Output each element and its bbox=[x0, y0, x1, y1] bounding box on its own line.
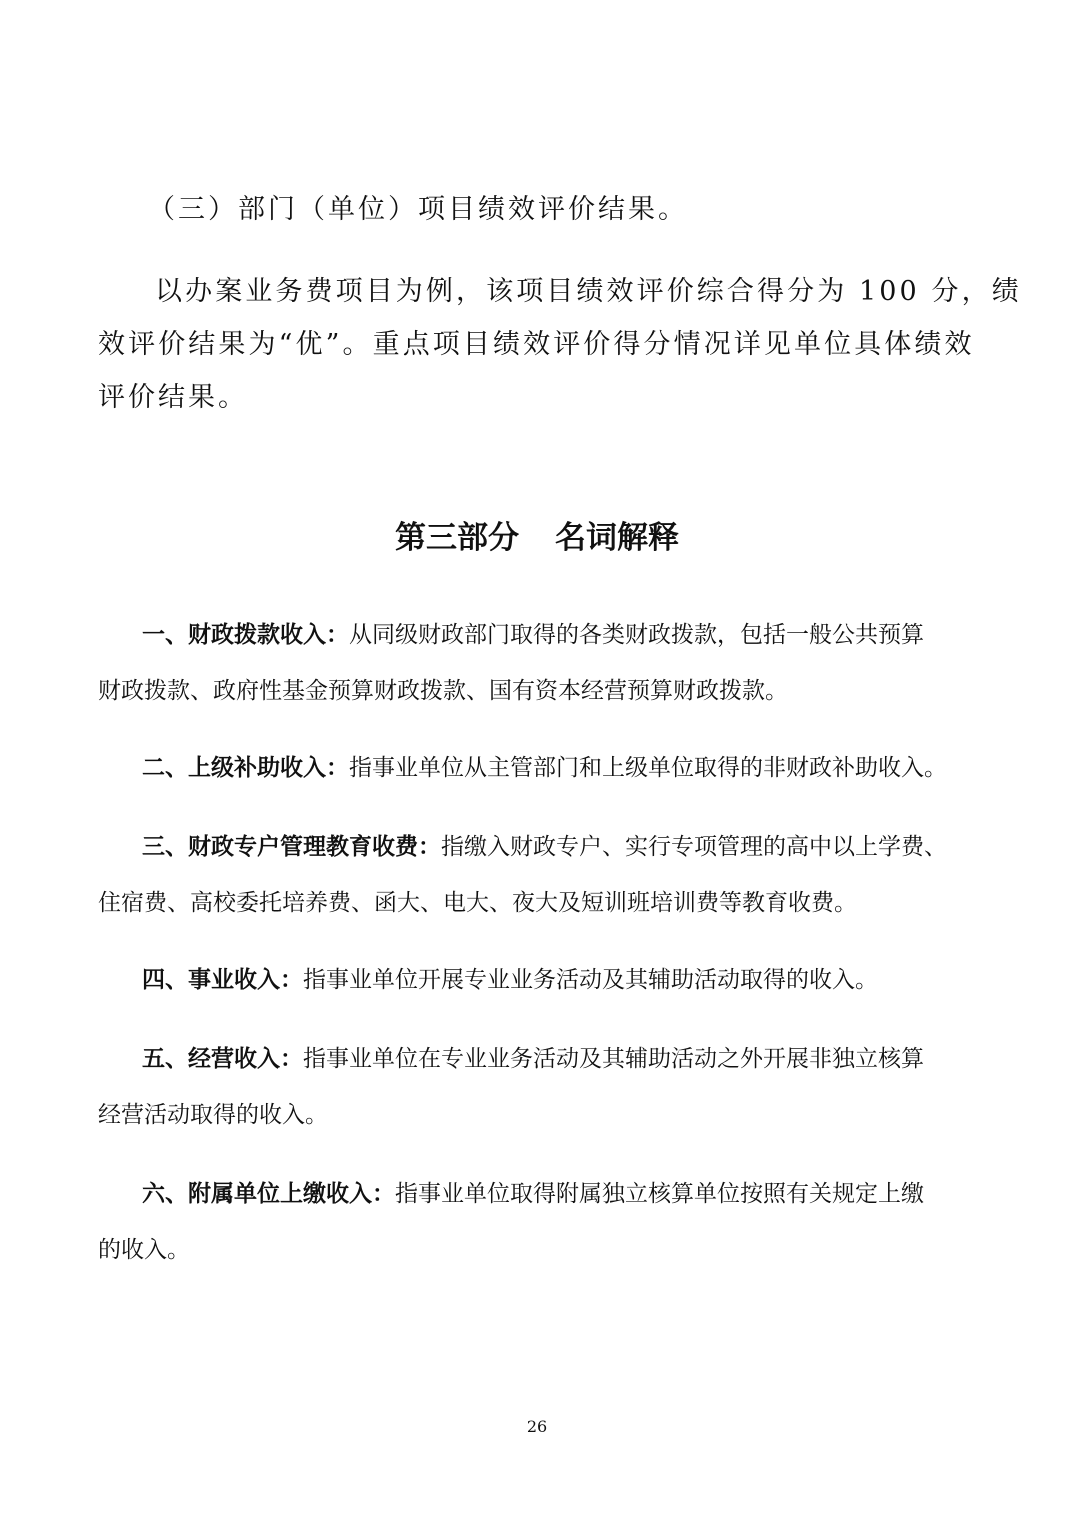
definition-item bbox=[142, 1176, 924, 1212]
definition-text: 指事业单位取得附属独立核算单位按照有关规定上缴 bbox=[395, 1181, 924, 1207]
definition-term: 三、财政专户管理教育收费： bbox=[142, 833, 441, 860]
definition-text: 住宿费、高校委托培养费、函大、电大、夜大及短训班培训费等教育收费。 bbox=[98, 890, 857, 916]
page-number: 26 bbox=[526, 1417, 548, 1436]
definition-term: 二、上级补助收入： bbox=[142, 754, 349, 781]
definition-text: 财政拨款、政府性基金预算财政拨款、国有资本经营预算财政拨款。 bbox=[98, 678, 788, 704]
definition-term: 一、财政拨款收入： bbox=[142, 621, 349, 648]
paragraph-line: 效评价结果为“优”。重点项目绩效评价得分情况详见单位具体绩效 bbox=[98, 329, 975, 360]
part-title-text: 名词解释 bbox=[555, 520, 679, 556]
definition-item bbox=[142, 962, 878, 998]
definition-item bbox=[142, 829, 947, 865]
definition-item bbox=[142, 1041, 924, 1077]
definition-text: 指事业单位从主管部门和上级单位取得的非财政补助收入。 bbox=[349, 755, 947, 781]
part-title-number: 第三部分 bbox=[395, 520, 519, 556]
definition-item bbox=[142, 617, 924, 653]
definition-text: 的收入。 bbox=[98, 1237, 190, 1263]
definition-text: 经营活动取得的收入。 bbox=[98, 1102, 328, 1128]
definition-item bbox=[142, 750, 947, 786]
definition-term: 五、经营收入： bbox=[142, 1045, 303, 1072]
definition-text: 指事业单位开展专业业务活动及其辅助活动取得的收入。 bbox=[303, 967, 878, 993]
definition-term: 六、附属单位上缴收入： bbox=[142, 1180, 395, 1207]
part-title bbox=[0, 516, 1074, 560]
paragraph-line: 以办案业务费项目为例，该项目绩效评价综合得分为 100 分，绩 bbox=[155, 276, 1022, 307]
definition-text: 从同级财政部门取得的各类财政拨款，包括一般公共预算 bbox=[349, 622, 924, 648]
section-subheading: （三）部门（单位）项目绩效评价结果。 bbox=[148, 194, 688, 225]
definition-text: 指事业单位在专业业务活动及其辅助活动之外开展非独立核算 bbox=[303, 1046, 924, 1072]
definition-text: 指缴入财政专户、实行专项管理的高中以上学费、 bbox=[441, 834, 947, 860]
paragraph-line: 评价结果。 bbox=[98, 382, 248, 413]
definition-term: 四、事业收入： bbox=[142, 966, 303, 993]
